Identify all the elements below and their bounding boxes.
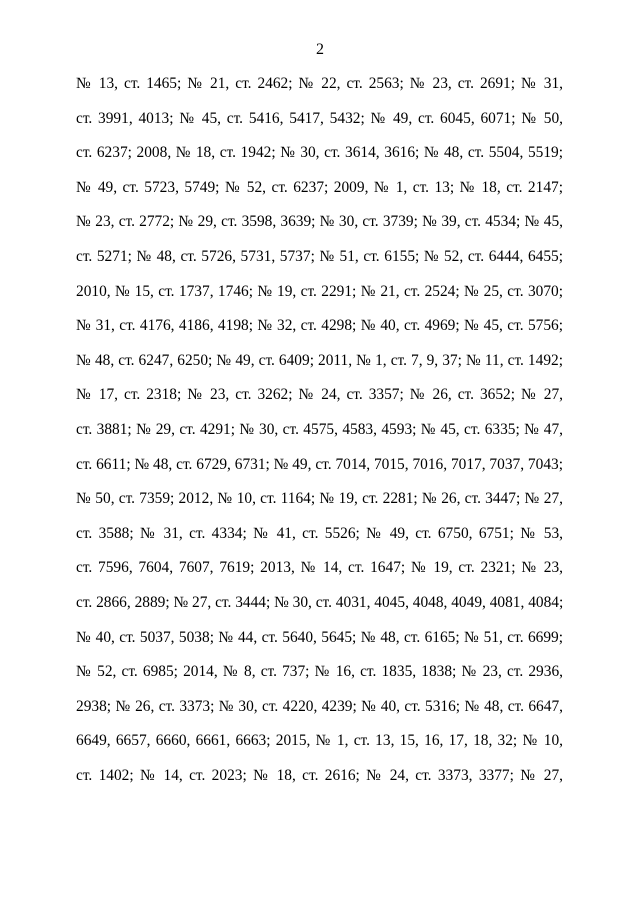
text-line: № 31, ст. 4176, 4186, 4198; № 32, ст. 4298; № 40, ст. 4969; № 45, ст. 5756; [76, 317, 563, 335]
text-line: ст. 3588; № 31, ст. 4334; № 41, ст. 5526; № 49, ст. 6750, 6751; № 53, [76, 524, 563, 542]
document-body-text [76, 72, 563, 798]
text-line: 2010, № 15, ст. 1737, 1746; № 19, ст. 2291; № 21, ст. 2524; № 25, ст. 3070; [76, 282, 563, 300]
text-line: ст. 2866, 2889; № 27, ст. 3444; № 30, ст. 4031, 4045, 4048, 4049, 4081, 4084; [76, 593, 564, 611]
text-line: ст. 3991, 4013; № 45, ст. 5416, 5417, 5432; № 49, ст. 6045, 6071; № 50, [76, 109, 563, 127]
text-line: ст. 7596, 7604, 7607, 7619; 2013, № 14, ст. 1647; № 19, ст. 2321; № 23, [76, 559, 563, 577]
text-line: ст. 1402; № 14, ст. 2023; № 18, ст. 2616; № 24, ст. 3373, 3377; № 27, [76, 766, 563, 784]
text-line: № 52, ст. 6985; 2014, № 8, ст. 737; № 16, ст. 1835, 1838; № 23, ст. 2936, [76, 663, 563, 681]
text-line: № 13, ст. 1465; № 21, ст. 2462; № 22, ст. 2563; № 23, ст. 2691; № 31, [76, 75, 563, 92]
text-line: 2938; № 26, ст. 3373; № 30, ст. 4220, 4239; № 40, ст. 5316; № 48, ст. 6647, [76, 697, 563, 715]
text-line: № 17, ст. 2318; № 23, ст. 3262; № 24, ст. 3357; № 26, ст. 3652; № 27, [76, 386, 563, 404]
text-line: ст. 6237; 2008, № 18, ст. 1942; № 30, ст. 3614, 3616; № 48, ст. 5504, 5519; [76, 144, 563, 162]
text-line: 6649, 6657, 6660, 6661, 6663; 2015, № 1, ст. 13, 15, 16, 17, 18, 32; № 10, [76, 732, 563, 750]
text-line: № 48, ст. 6247, 6250; № 49, ст. 6409; 2011, № 1, ст. 7, 9, 37; № 11, ст. 1492; [76, 351, 563, 369]
text-line: ст. 3881; № 29, ст. 4291; № 30, ст. 4575, 4583, 4593; № 45, ст. 6335; № 47, [76, 420, 563, 438]
text-line: № 23, ст. 2772; № 29, ст. 3598, 3639; № 30, ст. 3739; № 39, ст. 4534; № 45, [76, 213, 563, 231]
text-line: № 40, ст. 5037, 5038; № 44, ст. 5640, 5645; № 48, ст. 6165; № 51, ст. 6699; [76, 628, 563, 646]
text-line: ст. 5271; № 48, ст. 5726, 5731, 5737; № 51, ст. 6155; № 52, ст. 6444, 6455; [76, 247, 563, 265]
page-number: 2 [316, 41, 324, 58]
text-line: № 50, ст. 7359; 2012, № 10, ст. 1164; № 19, ст. 2281; № 26, ст. 3447; № 27, [76, 490, 563, 508]
text-line: ст. 6611; № 48, ст. 6729, 6731; № 49, ст. 7014, 7015, 7016, 7017, 7037, 7043; [76, 455, 563, 473]
text-line: № 49, ст. 5723, 5749; № 52, ст. 6237; 2009, № 1, ст. 13; № 18, ст. 2147; [76, 178, 563, 196]
